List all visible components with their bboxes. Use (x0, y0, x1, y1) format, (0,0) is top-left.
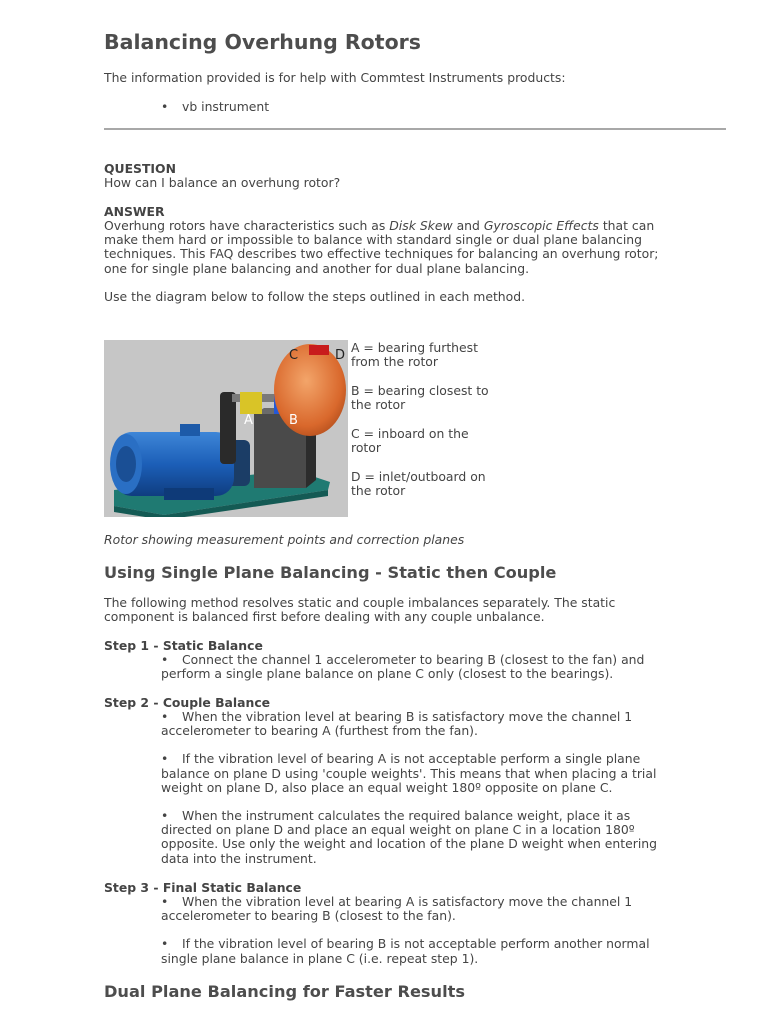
answer-line: Overhung rotors have characteristics such as Disk Skew and Gyroscopic Effects that can (104, 218, 655, 233)
list-item: • When the vibration level at bearing B is satisfactory move the channel 1 accelerometer to bearing A (furthest from the fan). (161, 709, 633, 739)
bullet-icon: • (161, 751, 169, 767)
bullet-icon: • (161, 894, 169, 909)
legend-d: D = inlet/outboard on the rotor (351, 468, 486, 498)
answer-label: ANSWER (104, 204, 165, 219)
page-title: Balancing Overhung Rotors (104, 30, 421, 54)
point-label-d: D (335, 348, 346, 363)
step-1-title: Step 1 - Static Balance (104, 638, 263, 653)
list-item: • When the vibration level at bearing A is satisfactory move the channel 1 accelerometer to bearing B (closest to the fan). (161, 894, 633, 924)
divider (104, 128, 726, 130)
answer-line: make them hard or impossible to balance with standard single or dual plane balancing (104, 232, 643, 248)
diagram-caption: Rotor showing measurement points and correction planes (104, 532, 465, 547)
legend-a: A = bearing furthest from the rotor (351, 340, 478, 370)
step-2-title: Step 2 - Couple Balance (104, 695, 271, 710)
list-item: • Connect the channel 1 accelerometer to bearing B (closest to the fan) and perform a single plane balance on plane C only (closest to the bearings). (161, 652, 645, 682)
diagram-intro: Use the diagram below to follow the steps outlined in each method. (104, 288, 526, 304)
intro-text: The information provided is for help with Commtest Instruments products: (104, 70, 566, 85)
term-gyroscopic-effects: Gyroscopic Effects (483, 218, 599, 233)
legend-c: C = inboard on the rotor (351, 425, 469, 456)
step-2-list (161, 710, 657, 880)
single-plane-heading: Using Single Plane Balancing - Static then Couple (104, 563, 557, 582)
bullet-icon: • (161, 652, 169, 667)
diagram-legend (351, 341, 489, 498)
bullet-icon: • (161, 808, 169, 824)
legend-b: B = bearing closest to the rotor (351, 382, 489, 413)
step-3-list (161, 895, 650, 980)
bullet-icon: • (161, 709, 169, 724)
list-item: • When the instrument calculates the required balance weight, place it as directed on plane D and place an equal weight on plane C in a location 180º opposite. Use only the weight and location of the plane D weight when entering data into the instrument. (161, 808, 658, 866)
step-3-title: Step 3 - Final Static Balance (104, 880, 302, 895)
list-item: • If the vibration level of bearing A is not acceptable perform a single plane balance on plane D using 'couple weights'. This means that when placing a trial weight on plane D, also place an equal weight 180º opposite on plane C. (161, 751, 657, 795)
point-label-b: B (289, 413, 298, 428)
bullet-icon: • (161, 936, 169, 952)
bullet-icon: • (161, 99, 169, 114)
question-text: How can I balance an overhung rotor? (104, 175, 341, 190)
product-list-item (161, 100, 269, 114)
product-name: vb instrument (182, 99, 270, 114)
point-label-a: A (244, 413, 253, 428)
point-label-c: C (289, 348, 299, 363)
single-plane-intro: The following method resolves static and couple imbalances separately. The static component is balanced first before dealing with any couple unbalance. (104, 595, 616, 625)
answer-line: techniques. This FAQ describes two effective techniques for balancing an overhung rotor; (104, 246, 659, 262)
answer-section (104, 205, 658, 304)
answer-line: one for single plane balancing and another for dual plane balancing. (104, 260, 530, 276)
step-1-list (161, 653, 644, 695)
list-item: • If the vibration level of bearing B is not acceptable perform another normal single plane balance in plane C (i.e. repeat step 1). (161, 936, 650, 966)
term-disk-skew: Disk Skew (389, 218, 453, 233)
question-label: QUESTION (104, 161, 176, 176)
rotor-diagram-image (104, 340, 348, 517)
question-section (104, 162, 340, 190)
dual-plane-heading: Dual Plane Balancing for Faster Results (104, 982, 466, 1001)
rotor-illustration (104, 340, 348, 517)
